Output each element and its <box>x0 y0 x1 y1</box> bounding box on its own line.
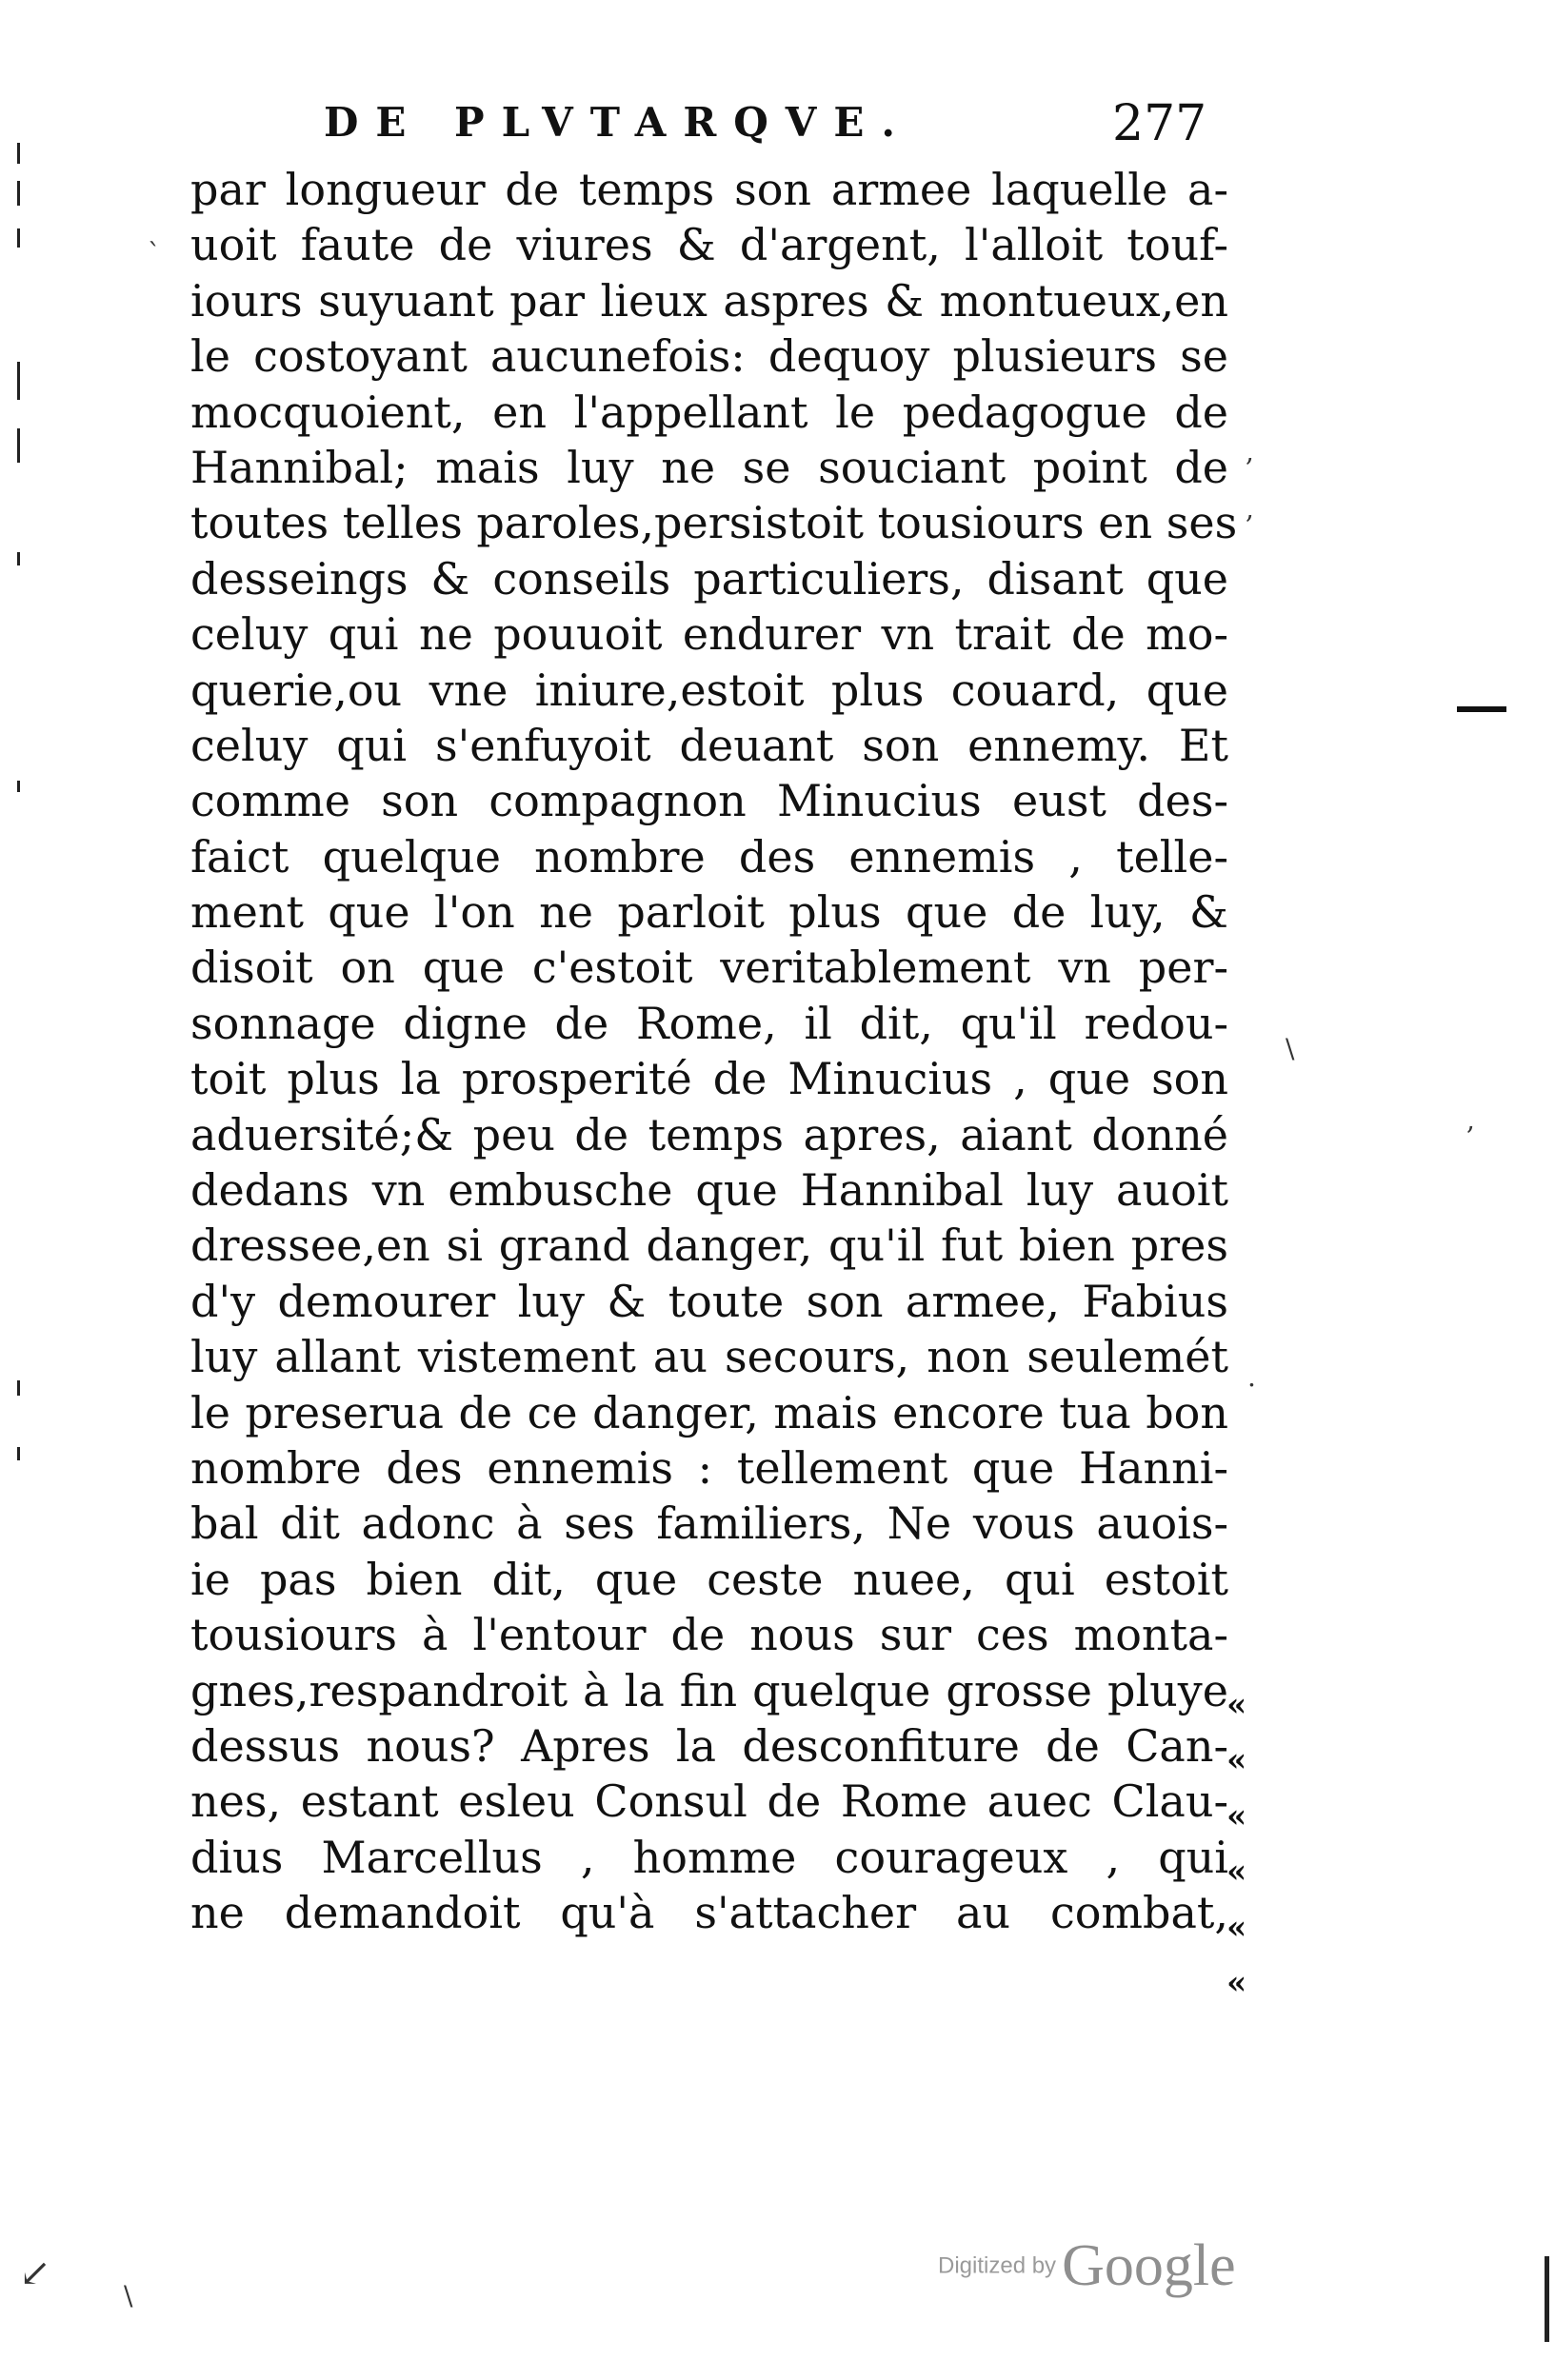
text-line: dius Marcellus , homme courageux , qui <box>190 1831 1228 1883</box>
text-line: tousiours à l'entour de nous sur ces monta- <box>190 1609 1228 1661</box>
margin-speck <box>17 181 20 206</box>
text-line: uoit faute de viures & d'argent, l'alloit touf- <box>190 219 1228 271</box>
text-line: toutes telles paroles,persistoit tousiours en ses <box>190 497 1238 549</box>
margin-speck <box>17 552 20 565</box>
stray-mark: , <box>1466 1104 1475 1136</box>
text-line: bal dit adonc à ses familiers, Ne vous auois- <box>190 1497 1228 1550</box>
quote-mark: « <box>1226 1963 1247 2002</box>
text-line: querie,ou vne iniure,estoit plus couard, que <box>190 664 1228 716</box>
text-line: luy allant vistement au secours, non seulemét <box>190 1331 1228 1383</box>
stray-mark: . <box>1247 1361 1256 1393</box>
text-line: ne demandoit qu'à s'attacher au combat, <box>190 1887 1228 1939</box>
margin-speck <box>17 781 20 792</box>
page-edge-mark <box>1545 2256 1549 2342</box>
text-line: dedans vn embusche que Hannibal luy auoit <box>190 1164 1228 1217</box>
quote-mark: « <box>1226 1741 1247 1780</box>
text-line: gnes,respandroit à la fin quelque grosse pluye <box>190 1664 1228 1716</box>
text-line: aduersité;& peu de temps apres, aiant donné <box>190 1108 1228 1160</box>
text-line: dessus nous? Apres la desconfiture de Can- <box>190 1719 1228 1772</box>
stray-mark: , <box>1246 493 1254 525</box>
text-line: comme son compagnon Minucius eust des- <box>190 775 1228 827</box>
quote-mark: « <box>1226 1686 1247 1724</box>
text-line: Hannibal; mais luy ne se souciant point de <box>190 441 1228 493</box>
left-margin-specks <box>11 143 30 1571</box>
text-line: celuy qui s'enfuyoit deuant son ennemy. Et <box>190 719 1228 771</box>
margin-speck <box>17 1380 20 1396</box>
text-line: toit plus la prosperité de Minucius , que son <box>190 1053 1228 1105</box>
stray-mark: ` <box>148 238 161 269</box>
quote-mark: « <box>1226 1853 1247 1892</box>
stray-mark: , <box>1246 436 1254 467</box>
text-line: desseings & conseils particuliers, disant que <box>190 552 1228 605</box>
page-number: 277 <box>1112 95 1207 152</box>
text-line: ie pas bien dit, que ceste nuee, qui estoit <box>190 1553 1228 1605</box>
body-text <box>190 162 1238 1941</box>
text-line: nombre des ennemis : tellement que Hanni- <box>190 1441 1228 1494</box>
stray-mark: \ <box>1286 1033 1295 1064</box>
text-line: mocquoient, en l'appellant le pedagogue de <box>190 386 1228 438</box>
margin-dash-mark <box>1457 706 1506 712</box>
text-line: faict quelque nombre des ennemis , telle- <box>190 830 1228 883</box>
margin-speck <box>17 1447 20 1460</box>
margin-speck <box>17 228 20 248</box>
text-line: par longueur de temps son armee laquelle a- <box>190 164 1228 215</box>
text-line: disoit on que c'estoit veritablement vn per- <box>190 942 1228 994</box>
text-line: sonnage digne de Rome, il dit, qu'il redou- <box>190 997 1228 1049</box>
text-line: celuy qui ne pouuoit endurer vn trait de mo- <box>190 608 1228 661</box>
marginal-quote-marks <box>1226 1677 1284 2011</box>
google-logo: Google <box>1062 2233 1236 2298</box>
text-line: iours suyuant par lieux aspres & montueux,en <box>190 274 1228 327</box>
margin-speck <box>17 362 20 400</box>
stray-mark: \ <box>124 2280 133 2311</box>
text-line: d'y demourer luy & toute son armee, Fabius <box>190 1275 1228 1327</box>
text-line: nes, estant esleu Consul de Rome auec Clau- <box>190 1775 1228 1828</box>
text-line: le preserua de ce danger, mais encore tua bon <box>190 1386 1228 1438</box>
text-line: ment que l'on ne parloit plus que de luy, & <box>190 886 1228 939</box>
digitized-watermark <box>938 2232 1236 2300</box>
text-line: dressee,en si grand danger, qu'il fut bien pres <box>190 1220 1228 1272</box>
stray-mark: ↙ <box>19 2251 51 2295</box>
watermark-prefix: Digitized by <box>938 2252 1057 2279</box>
margin-speck <box>17 143 20 164</box>
quote-mark: « <box>1226 1796 1247 1835</box>
quote-mark: « <box>1226 1908 1247 1947</box>
text-line: le costoyant aucunefois: dequoy plusieurs se <box>190 330 1228 383</box>
running-head: DE PLVTARQVE. <box>324 99 913 146</box>
margin-speck <box>17 428 20 463</box>
